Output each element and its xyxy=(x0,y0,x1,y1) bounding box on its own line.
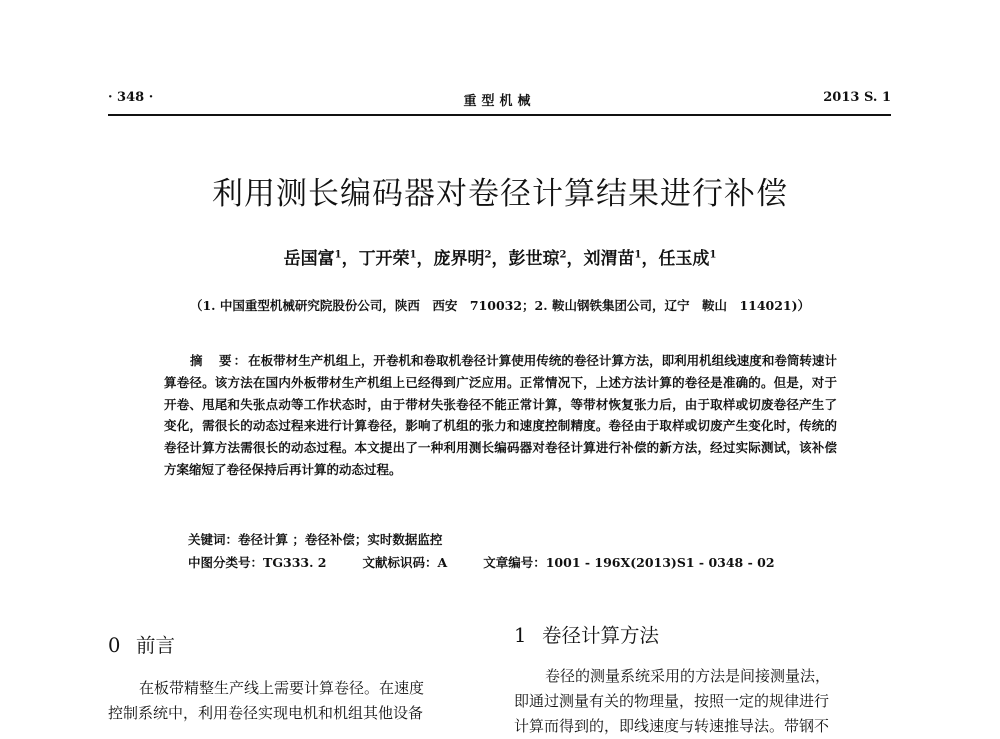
section-number: 1 xyxy=(514,624,527,647)
author-separator: ， xyxy=(566,249,584,269)
affiliation-mark: 2 xyxy=(559,249,567,261)
author-name: 丁开荣 xyxy=(358,249,410,269)
clc-value: TG333. 2 xyxy=(263,555,327,570)
text-line: 计算而得到的，即线速度与转速推导法。带钢不 xyxy=(514,717,830,735)
article-no-value: 1001 - 196X(2013)S1 - 0348 - 02 xyxy=(545,555,775,570)
page-number: · 348 · xyxy=(108,90,154,105)
affiliation-mark: 2 xyxy=(484,249,492,261)
abstract-label: 摘 要： xyxy=(190,353,249,368)
keywords-label: 关键词： xyxy=(188,532,239,547)
doc-code-label: 文献标识码： xyxy=(362,555,438,570)
header-rule xyxy=(108,114,891,116)
author-separator: ， xyxy=(641,249,659,269)
author-name: 任玉成 xyxy=(658,249,710,269)
paper-title: 利用测长编码器对卷径计算结果进行补偿 xyxy=(212,176,788,212)
section-heading-intro xyxy=(108,630,175,658)
author-name: 岳国富 xyxy=(283,249,335,269)
text-line: 卷径的测量系统采用的方法是间接测量法， xyxy=(545,667,831,685)
keywords-text: 卷径计算 ；卷径补偿；实时数据监控 xyxy=(238,532,443,547)
intro-paragraph xyxy=(108,676,490,726)
section-title: 前言 xyxy=(136,634,176,657)
method-paragraph xyxy=(514,664,890,739)
keywords xyxy=(188,530,442,548)
issue-label: 2013 S. 1 xyxy=(823,90,891,105)
section-heading-method xyxy=(514,620,659,648)
affiliation: （1. 中国重型机械研究院股份公司，陕西 西安 710032；2. 鞍山钢铁集团公司，辽宁 鞍山 114021)） xyxy=(189,298,811,313)
classification-line xyxy=(188,553,828,571)
section-title: 卷径计算方法 xyxy=(542,624,660,647)
affiliation-mark: 1 xyxy=(634,249,642,261)
affiliation-mark: 1 xyxy=(334,249,342,261)
text-line: 即通过测量有关的物理量，按照一定的规律进行 xyxy=(514,692,830,710)
abstract xyxy=(164,350,837,481)
author-name: 庞界明 xyxy=(433,249,485,269)
clc-label: 中图分类号： xyxy=(188,555,264,570)
author-name: 刘渭苗 xyxy=(583,249,635,269)
doc-code-value: A xyxy=(437,555,448,570)
text-line: 控制系统中，利用卷径实现电机和机组其他设备 xyxy=(108,704,424,722)
abstract-text: 在板带材生产机组上，开卷机和卷取机卷径计算使用传统的卷径计算方法，即利用机组线速度和卷筒转速计算卷径。该方法在国内外板带材生产机组上已经得到广泛应用。正常情况下，上述方法计算的卷径是准确的。但是，对于开卷、甩尾和失张点动等工作状态时，由于带材失张卷径不能正常计算，等带材恢复张力后，由于取样或切废卷径产生了变化，需很长的动态过程来进行计算卷径，影响了机组的张力和速度控制精度。卷径由于取样或切废产生变化时，传统的卷径计算方法需很长的动态过程。本文提出了一种利用测长编码器对卷径计算进行补偿的新方法，经过实际测试，该补偿方案缩短了卷径保持后再计算的动态过程。 xyxy=(164,353,837,477)
author-separator: ， xyxy=(416,249,434,269)
author-separator: ， xyxy=(341,249,359,269)
affiliation-mark: 1 xyxy=(409,249,417,261)
author-list xyxy=(0,244,1000,269)
running-header xyxy=(108,84,891,110)
article-no-label: 文章编号： xyxy=(483,555,546,570)
author-name: 彭世琼 xyxy=(508,249,560,269)
section-number: 0 xyxy=(108,634,121,657)
journal-name: 重型机械 xyxy=(463,94,536,109)
text-line: 在板带精整生产线上需要计算卷径。在速度 xyxy=(139,679,425,697)
affiliation-mark: 1 xyxy=(709,249,717,261)
author-separator: ， xyxy=(491,249,509,269)
